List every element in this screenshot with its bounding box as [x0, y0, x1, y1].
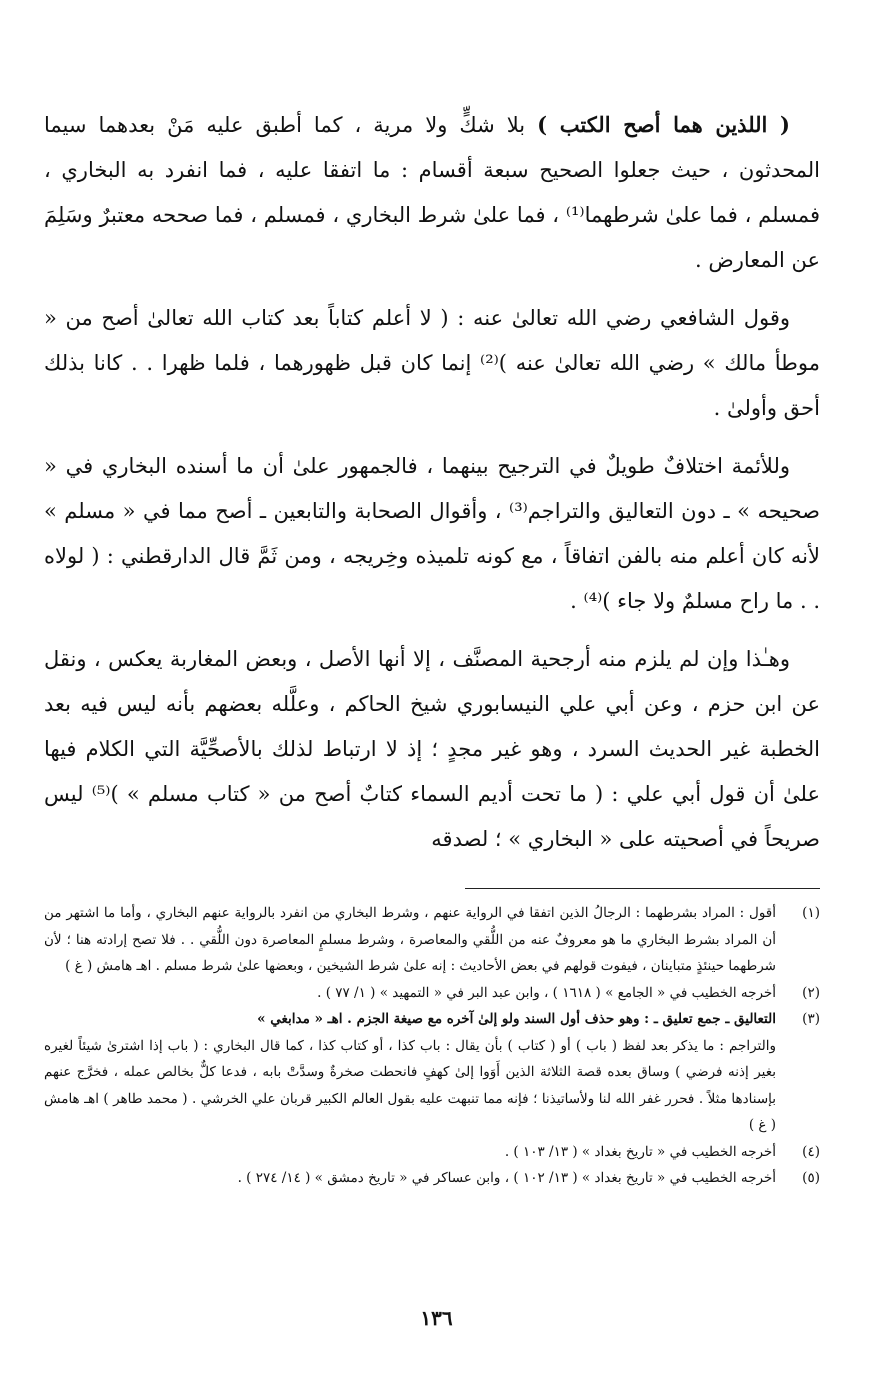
- paragraph: [44, 637, 820, 862]
- footnote-4: [44, 1139, 820, 1166]
- footnote-number: (١): [802, 905, 820, 921]
- footnote-5: [44, 1165, 820, 1192]
- page-number: ١٣٦: [420, 1306, 453, 1330]
- paragraph-lead: ( اللذين هما أصح الكتب ): [537, 112, 790, 137]
- footnote-text: أخرجه الخطيب في « تاريخ بغداد » ( ١٣/ ١٠٣ ) .: [504, 1143, 776, 1160]
- footnote-divider: [465, 888, 820, 889]
- paragraph: [44, 296, 820, 431]
- footnotes: [44, 900, 820, 1192]
- footnote-number: (٤): [802, 1143, 820, 1160]
- footnote-number: (٢): [802, 984, 820, 1001]
- main-text: [44, 102, 820, 875]
- paragraph: [44, 102, 820, 283]
- paragraph-text: وللأئمة اختلافٌ طويلٌ في الترجيح بينهما ، فالجمهور علىٰ أن ما أسنده البخاري في « صحيحه » ـ دون التعاليق والتراجم⁽³⁾ ، وأقوال الصحابة والتابعين ـ أصح مما في « مسلم » لأنه كان أعلم منه بالفن اتفاقاً ، مع كونه تلميذه وخِريجه ، ومن ثَمَّ قال الدارقطني : ( لولاه . . ما راح مسلمٌ ولا جاء )⁽⁴⁾ .: [44, 454, 820, 613]
- footnote-1: [44, 900, 820, 980]
- footnote-2: [44, 980, 820, 1007]
- footnote-number: (٣): [802, 1011, 820, 1027]
- footnote-text: أخرجه الخطيب في « الجامع » ( ١٦١٨ ) ، وابن عبد البر في « التمهيد » ( ١/ ٧٧ ) .: [317, 984, 776, 1001]
- footnote-text: أخرجه الخطيب في « تاريخ بغداد » ( ١٣/ ١٠٢ ) ، وابن عساكر في « تاريخ دمشق » ( ١٤/ ٢٧٤ ) .: [237, 1170, 776, 1186]
- footnote-number: (٥): [802, 1170, 820, 1186]
- paragraph-text: بلا شكٍّ ولا مرية ، كما أطبق عليه مَنْ بعدهما سيما المحدثون ، حيث جعلوا الصحيح سبعة أقسام : ما اتفقا عليه ، فما انفرد به البخاري ، فمسلم ، فما علىٰ شرطهما⁽¹⁾ ، فما علىٰ شرط البخاري ، فمسلم ، فما صححه معتبرٌ وسَلِمَ عن المعارض .: [44, 113, 820, 272]
- footnote-text-line: والتراجم : ما يذكر بعد لفظ ( باب ) أو ( كتاب ) بأن يقال : باب كذا ، أو كتاب كذا ، كما قال البخاري : ( باب إذا اشترىٰ شيئاً لغيره بغير إذنه فرضي ) وساق بعده قصة الثلاثة الذين أَوَوا إلىٰ كهفٍ فانحطت صخرةٌ وسدَّتْ بابه ، فدعا كلٌّ بخالص عمله ، فخرَّج عنهم بإسنادها مثلاً . فحرر غفر الله لنا ولأساتيذنا ؛ فإنه مما تنبهت عليه بقول العالم الكبير قربان علي الخرشي . ( محمد طاهر ) اهـ هامش ( غ ): [44, 1037, 776, 1133]
- paragraph: [44, 444, 820, 624]
- footnote-3: [44, 1006, 820, 1139]
- paragraph-text: وهـٰذا وإن لم يلزم منه أرجحية المصنَّف ، إلا أنها الأصل ، وبعض المغاربة يعكس ، ونقل عن ابن حزم ، وعن أبي علي النيسابوري شيخ الحاكم ، وعلَّله بعضهم بأنه ليس فيه بعد الخطبة غير الحديث السرد ، وهو غير مجدٍ ؛ إذ لا ارتباط لذلك بالأصحِّيَّة التي الكلام فيها علىٰ أن قول أبي علي : ( ما تحت أديم السماء كتابٌ أصح من « كتاب مسلم » )⁽⁵⁾ ليس صريحاً في أصحيته على « البخاري » ؛ لصدقه: [44, 647, 821, 851]
- paragraph-text: وقول الشافعي رضي الله تعالىٰ عنه : ( لا أعلم كتاباً بعد كتاب الله تعالىٰ أصح من « موطأ مالك » رضي الله تعالىٰ عنه )⁽²⁾ إنما كان قبل ظهورهما ، فلما ظهرا . . كانا بذلك أحق وأولىٰ .: [44, 306, 820, 420]
- footnote-text: [44, 1006, 776, 1139]
- footnote-text: أقول : المراد بشرطهما : الرجالُ الذين اتفقا في الرواية عنهم ، وشرط البخاري من انفرد بالرواية عنهم البخاري ، وأما ما اشتهر من أن المراد بشرط البخاري ما هو معروفٌ عنه من اللُّقي والمعاصرة ، وشرط مسلمٍ المعاصرة دون اللُّقي . . فلا تصح إرادته هنا ؛ لأن شرطهما حينئذٍ متباينان ، فيفوت قولهم في بعض الأحاديث : إنه علىٰ شرط الشيخين ، وبعضها علىٰ شرط مسلم . اهـ هامش ( غ ): [44, 905, 776, 974]
- footnote-text-line: التعاليق ـ جمع تعليق ـ : وهو حذف أول السند ولو إلىٰ آخره مع صيغة الجزم . اهـ « مدابغي »: [257, 1011, 776, 1027]
